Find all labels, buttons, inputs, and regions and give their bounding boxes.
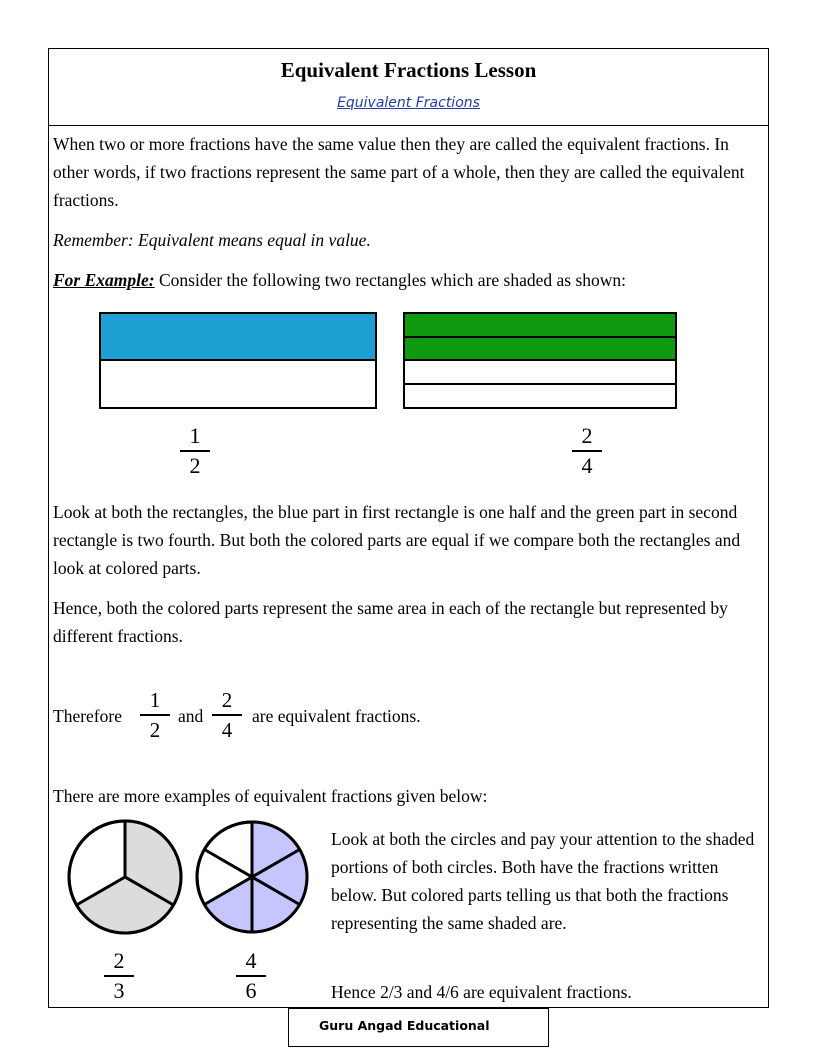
lesson-frame <box>48 48 769 1008</box>
fraction-two-fourths: 2 4 <box>572 424 602 478</box>
rectangle-fourths <box>404 313 676 408</box>
explanation-paragraph-2: Hence, both the colored parts represent the same area in each of the rectangle but represented by different fractions. <box>53 598 728 646</box>
circle-thirds <box>69 821 181 933</box>
explanation-paragraph-1: Look at both the rectangles, the blue part in first rectangle is one half and the green part in second rectangle is two fourth. But both the colored parts are equal if we compare both the rectangles and look at colored parts. <box>53 502 741 578</box>
intro-paragraph: When two or more fractions have the same value then they are called the equivalent fractions. In other words, if two fractions represent the same part of a whole, then they are called the equivalent fractions. <box>53 134 745 210</box>
footer-label: Guru Angad Educational <box>288 1008 549 1047</box>
fraction-one-half: 1 2 <box>180 424 210 478</box>
remember-note: Remember: Equivalent means equal in value. <box>53 230 371 250</box>
more-examples-intro: There are more examples of equivalent fractions given below: <box>53 786 488 806</box>
rectangle-fourths-shaded-1 <box>404 313 676 337</box>
conclusion-middle: and <box>178 706 204 726</box>
circles-conclusion: Hence 2/3 and 4/6 are equivalent fractions. <box>331 982 632 1002</box>
rectangle-fourths-unshaded-1 <box>404 360 676 384</box>
rectangle-figures <box>49 49 768 489</box>
circles-description: Look at both the circles and pay your attention to the shaded portions of both circles. Both have the fractions written below. But colored parts telling us that both the fractions representing the same shaded are. <box>331 829 755 933</box>
circle-figures <box>49 809 319 949</box>
rectangle-half-unshaded <box>100 360 376 408</box>
fraction-two-thirds: 2 3 <box>104 949 134 1003</box>
subtitle-link[interactable]: Equivalent Fractions <box>337 95 480 111</box>
conclusion-suffix: are equivalent fractions. <box>252 706 421 726</box>
circle-sixths <box>197 822 307 932</box>
example-label: For Example: <box>53 270 155 290</box>
rectangle-fourths-shaded-2 <box>404 337 676 360</box>
conclusion-prefix: Therefore <box>53 706 122 726</box>
rectangle-half-shaded <box>100 313 376 360</box>
rectangle-fourths-unshaded-2 <box>404 384 676 408</box>
conclusion-fraction-1: 1 2 <box>140 688 170 742</box>
page-title: Equivalent Fractions Lesson <box>280 58 537 82</box>
conclusion-fraction-2: 2 4 <box>212 688 242 742</box>
fraction-four-sixths: 4 6 <box>236 949 266 1003</box>
example-text: Consider the following two rectangles which are shaded as shown: <box>154 270 627 290</box>
rectangle-half <box>100 313 376 408</box>
